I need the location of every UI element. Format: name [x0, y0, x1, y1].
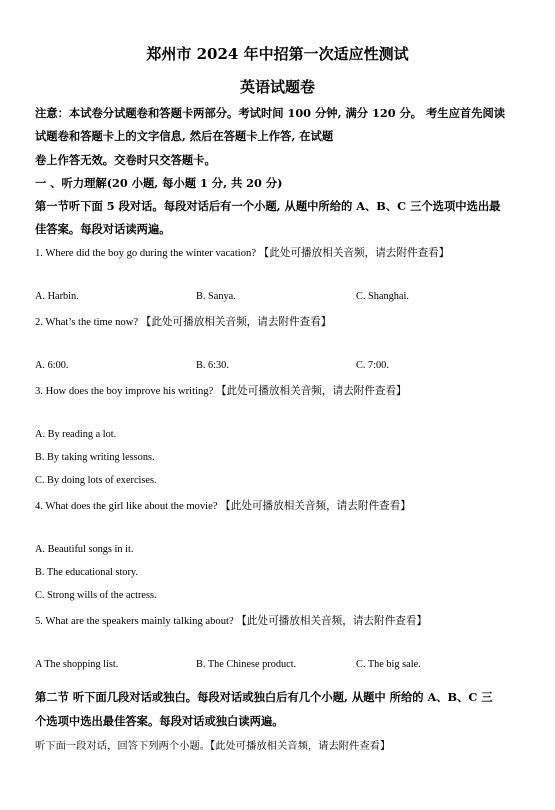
option-1b[interactable]: B. Sanya.	[196, 291, 236, 302]
option-3c[interactable]: C. By doing lots of exercises.	[35, 475, 157, 486]
option-3b[interactable]: B. By taking writing lessons.	[35, 452, 155, 463]
option-5b[interactable]: B. The Chinese product.	[196, 659, 297, 670]
question-4: 4. What does the girl like about the movie? 【此处可播放相关音频，请去附件查看】	[35, 501, 411, 512]
option-1c[interactable]: C. Shanghai.	[356, 291, 409, 302]
dialogue-instruction: 听下面一段对话，回答下列两个小题。【此处可播放相关音频，请去附件查看】	[35, 740, 391, 752]
notice-line-3: 卷上作答无效。交卷时只交答题卡。	[35, 153, 216, 167]
question-2: 2. What’s the time now? 【此处可播放相关音频，请去附件查看】	[35, 317, 332, 328]
option-2b[interactable]: B. 6:30.	[196, 360, 229, 371]
option-1a[interactable]: A. Harbin.	[35, 291, 79, 302]
question-5: 5. What are the speakers mainly talking about? 【此处可播放相关音频，请去附件查看】	[35, 616, 427, 627]
option-2a[interactable]: A. 6:00.	[35, 360, 69, 371]
section2-instruction-line-2: 个选项中选出最佳答案。每段对话或独白读两遍。	[35, 714, 284, 728]
section1-instruction-line-1: 第一节听下面 5 段对话。每段对话后有一个小题, 从题中所给的 A、B、C 三个选项中选出最	[35, 199, 501, 213]
section1-instruction-line-2: 佳答案。每段对话读两遍。	[35, 222, 171, 236]
option-4a[interactable]: A. Beautiful songs in it.	[35, 544, 134, 555]
option-4c[interactable]: C. Strong wills of the actress.	[35, 590, 157, 601]
notice-line-2: 试题卷和答题卡上的文字信息, 然后在答题卡上作答, 在试题	[35, 129, 334, 143]
question-3: 3. How does the boy improve his writing? 【此处可播放相关音频，请去附件查看】	[35, 386, 407, 397]
question-1: 1. Where did the boy go during the winter vacation? 【此处可播放相关音频，请去附件查看】	[35, 248, 450, 259]
option-3a[interactable]: A. By reading a lot.	[35, 429, 117, 440]
section2-instruction-line-1: 第二节 听下面几段对话或独白。每段对话或独白后有几个小题, 从题中 所给的 A、B、C 三	[35, 690, 493, 704]
part1-heading: 一 、听力理解(20 小题, 每小题 1 分, 共 20 分)	[35, 176, 283, 190]
option-4b[interactable]: B. The educational story.	[35, 567, 138, 578]
exam-subtitle: 英语试题卷	[239, 78, 315, 96]
option-5a[interactable]: A The shopping list.	[35, 659, 119, 670]
option-2c[interactable]: C. 7:00.	[356, 360, 389, 371]
option-5c[interactable]: C. The big sale.	[356, 659, 421, 670]
notice-line-1: 注意：本试卷分试题卷和答题卡两部分。考试时间 100 分钟, 满分 120 分。 考生应首先阅读	[35, 106, 506, 120]
exam-title: 郑州市 2024 年中招第一次适应性测试	[146, 45, 409, 63]
